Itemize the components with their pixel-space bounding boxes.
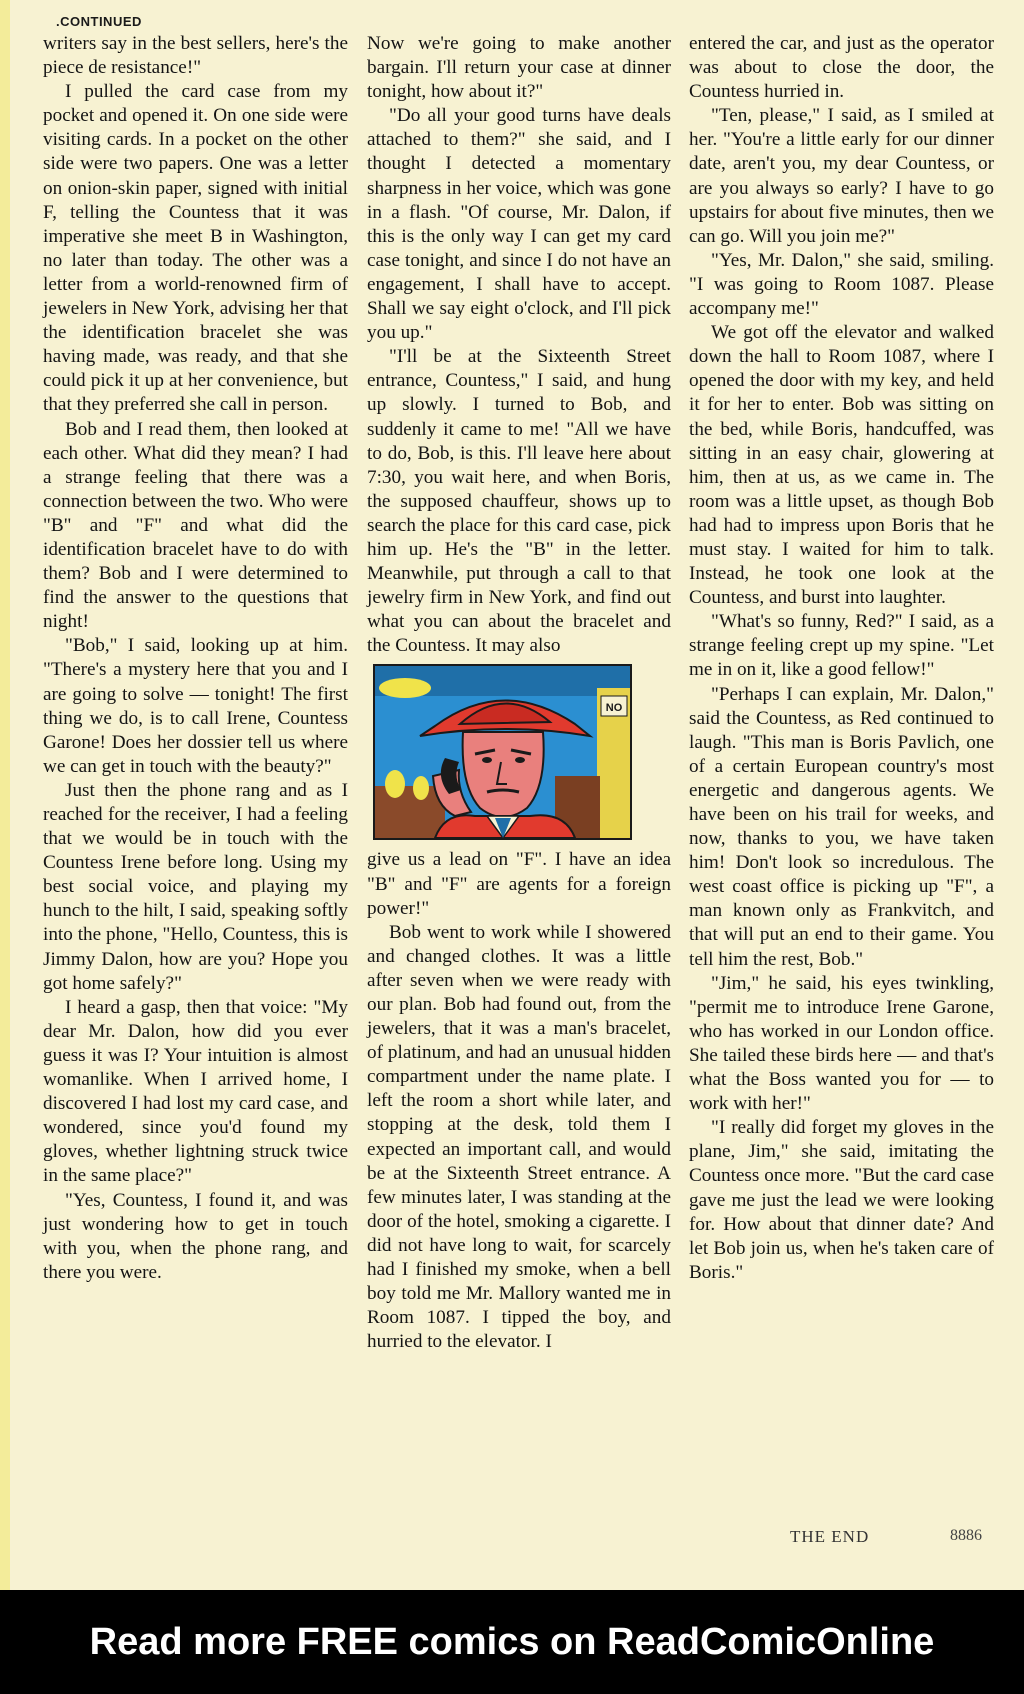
paragraph: "Jim," he said, his eyes twinkling, "permit me to introduce Irene Garone, who has worked in our London office. She tailed these birds here — and that's what the Boss wanted you for — to work with her!" — [689, 972, 994, 1115]
the-end-label: THE END — [790, 1527, 870, 1546]
paragraph: "Bob," I said, looking up at him. "There's a mystery here that you and I are going to solve — tonight! The first thing we do, is to call Irene, Countess Garone! Does her dossier tell us where we can get in touch with the beauty?" — [43, 635, 348, 777]
paragraph: entered the car, and just as the operator was about to close the door, the Countess hurried in. — [689, 33, 994, 103]
paragraph: "Yes, Countess, I found it, and was just wondering how to get in touch with you, when the phone rang, and there you were. — [43, 1189, 348, 1283]
paragraph: "What's so funny, Red?" I said, as a strange feeling crept up my spine. "Let me in on it, like a good fellow!" — [689, 611, 994, 681]
read-more-banner[interactable] — [0, 1590, 1024, 1694]
paragraph: Now we're going to make another bargain. I'll return your case at dinner tonight, how about it?" — [367, 33, 671, 103]
story-column-2 — [367, 32, 671, 1354]
paragraph: "Perhaps I can explain, Mr. Dalon," said the Countess, as Red continued to laugh. "This man is Boris Pavlich, one of a certain European country's most energetic and dangerous agents. We have been on his trail for weeks, and now, thanks to you, we have taken him! Don't look so incredulous. The west coast office is picking up "F", a man known only as Frankvitch, and that will put an end to their game. You tell him the rest, Bob." — [689, 683, 994, 970]
paragraph: We got off the elevator and walked down the hall to Room 1087, where I opened the door with my key, and held it for her to enter. Bob was sitting on the bed, while Boris, handcuffed, was sitting in an easy chair, glowering at him, then at us, as we came in. The room was a little upset, as though Bob had had to impress upon Boris that he must stay. I waited for him to talk. Instead, he took one look at the Countess, and burst into laughter. — [689, 322, 994, 609]
man-on-phone-illustration — [375, 666, 630, 838]
paragraph: Bob went to work while I showered and changed clothes. It was a little after seven when we were ready with our plan. Bob had found out, from the jewelers, that it was a man's bracelet, of platinum, and had an unusual hidden compartment under the name plate. I left the room a short while later, and stopping at the desk, told them I expected an important call, and would be at the Sixteenth Street entrance. A few minutes later, I was standing at the door of the hotel, smoking a cigarette. I did not have long to wait, for scarcely had I finished my smoke, when a bell boy told me Mr. Mallory wanted me in Room 1087. I tipped the boy, and hurried to the elevator. I — [367, 921, 671, 1353]
story-column-1 — [43, 32, 348, 1285]
paragraph: I heard a gasp, then that voice: "My dear Mr. Dalon, how did you ever guess it was I? Your intuition is almost womanlike. When I arrived home, I discovered I had lost my card case, and wondered, since you'd found my gloves, whether lightning struck twice in the same place?" — [43, 996, 348, 1187]
paragraph: Just then the phone rang and as I reached for the receiver, I had a feeling that we would be in touch with the Countess Irene before long. Using my best social voice, and playing my hunch to the hilt, I said, speaking softly into the phone, "Hello, Countess, this is Jimmy Dalon, how are you? Hope you got home safely?" — [43, 779, 348, 994]
page-code: 8886 — [950, 1527, 982, 1544]
paragraph: I pulled the card case from my pocket and opened it. On one side were visiting cards. In a pocket on the other side were two papers. One was a letter on onion-skin paper, signed with initial F, telling the Countess that it was imperative she meet B in Washington, no later than today. The other was a letter from a world-renowned firm of jewelers in New York, advising her that the identification bracelet she was having made, was ready, and that she could pick it up at her convenience, but that they preferred she call in person. — [43, 81, 348, 416]
page-edge — [0, 0, 10, 1590]
continued-label: .CONTINUED — [56, 14, 142, 29]
comic-panel-man-on-phone — [373, 664, 632, 840]
paragraph: "Do all your good turns have deals attached to them?" she said, and I thought I detected a momentary sharpness in her voice, which was gone in a flash. "Of course, Mr. Dalon, if this is the only way I can get my card case tonight, and since I do not have an engagement, I shall have to accept. Shall we say eight o'clock, and I'll pick you up." — [367, 105, 671, 344]
story-column-3 — [689, 32, 994, 1285]
paragraph: "Ten, please," I said, as I smiled at her. "You're a little early for our dinner date, aren't you, my dear Countess, or are you always so early? I have to go upstairs for about five minutes, then we can go. Will you join me?" — [689, 105, 994, 247]
door-sign-text: NO — [605, 702, 623, 715]
paragraph: give us a lead on "F". I have an idea "B" and "F" are agents for a foreign power!" — [367, 849, 671, 919]
paragraph: writers say in the best sellers, here's the piece de resistance!" — [43, 33, 348, 79]
paragraph: "I'll be at the Sixteenth Street entrance, Countess," I said, and hung up slowly. I turned to Bob, and suddenly it came to me! "All we have to do, Bob, is this. I'll leave here about 7:30, you wait here, and when Boris, the supposed chauffeur, shows up to search the place for this card case, pick him up. He's the "B" in the letter. Meanwhile, put through a call to that jewelry firm in New York, and find out what you can about the bracelet and the Countess. It may also — [367, 346, 671, 657]
banner-text: Read more FREE comics on ReadComicOnline — [89, 1620, 935, 1663]
paragraph: Bob and I read them, then looked at each other. What did they mean? I had a strange feeling that there was a connection between the two. Who were "B" and "F" and what did the identification bracelet have to do with them? Bob and I were determined to find the answer to the questions that night! — [43, 418, 348, 633]
paragraph: "Yes, Mr. Dalon," she said, smiling. "I was going to Room 1087. Please accompany me!" — [689, 249, 994, 320]
paragraph: "I really did forget my gloves in the plane, Jim," she said, imitating the Countess once more. "But the card case gave me just the lead we were looking for. How about that dinner date? And let Bob join us, when he's taken care of Boris." — [689, 1117, 994, 1283]
